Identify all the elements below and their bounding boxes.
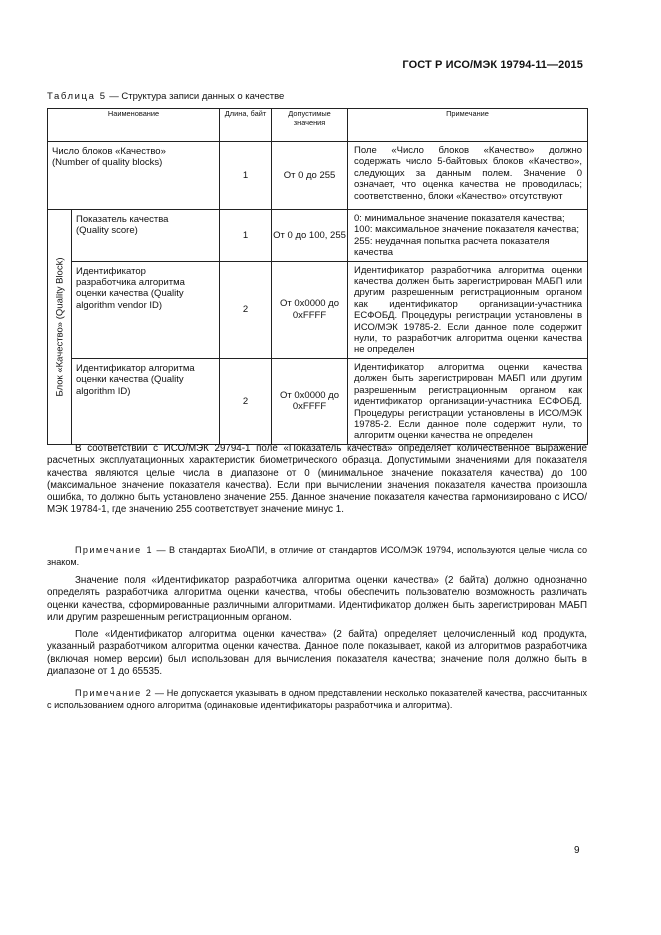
note-2-body: — Не допускается указывать в одном представлении несколько показателей качества, рассчитанных с использованием одного алгоритма (одинаковые идентификаторы разработчика и алгоритма). bbox=[47, 688, 587, 710]
page-number: 9 bbox=[574, 845, 580, 856]
row-length: 1 bbox=[220, 210, 272, 262]
row-length: 2 bbox=[220, 358, 272, 444]
note-2 bbox=[47, 688, 587, 711]
col-header-length: Длина, байт bbox=[220, 109, 272, 142]
document-header: ГОСТ Р ИСО/МЭК 19794-11—2015 bbox=[402, 59, 583, 71]
note-1-text bbox=[47, 545, 587, 568]
body-paragraph-2 bbox=[47, 575, 587, 624]
col-header-name: Наименование bbox=[48, 109, 220, 142]
quality-block-group-cell bbox=[48, 210, 72, 445]
row-length: 1 bbox=[220, 142, 272, 210]
table-row bbox=[48, 142, 588, 210]
table-caption bbox=[47, 91, 284, 102]
table-row bbox=[48, 358, 588, 444]
note-1 bbox=[47, 545, 587, 568]
row-name: Показатель качества (Quality score) bbox=[72, 210, 220, 262]
note-2-text bbox=[47, 688, 587, 711]
col-header-values: Допустимые значения bbox=[272, 109, 348, 142]
row-note bbox=[348, 210, 588, 262]
row-note: Идентификатор разработчика алгоритма оценки качества должен быть зарегистрирован МАБП или другим разрешенным регистрационным органом как идентификатор организации-участника ЕСФОБД. Процедуры регистрации установлены в ИСО/МЭК 19785-2. Если данное поле содержит нули, то разработчик алгоритма оценки качества не определен bbox=[348, 261, 588, 358]
row-name: Идентификатор разработчика алгоритма оценки качества (Quality algorithm vendor ID) bbox=[72, 261, 220, 358]
row-name: Идентификатор алгоритма оценки качества (Quality algorithm ID) bbox=[72, 358, 220, 444]
row-name: Число блоков «Качество» (Number of quality blocks) bbox=[48, 142, 220, 210]
row-note: Поле «Число блоков «Качество» должно содержать число 5-байтовых блоков «Качество», следующих за данным полем. Значение 0 означает, что оценка качества не проводилась; соответственно, блоки «Качество» отсутствуют bbox=[348, 142, 588, 210]
paragraph-text: Поле «Идентификатор алгоритма оценки качества» (2 байта) определяет целочисленный код продукта, указанный разработчиком алгоритма оценки качества. Данное поле показывает, какой из алгоритмов разработчика (включая номер версии) был использован для вычисления показателя качества; значение поля должно быть в диапазоне от 1 до 65535. bbox=[47, 629, 587, 677]
note-1-label: Примечание 1 bbox=[75, 545, 153, 555]
quality-block-label: Блок «Качество» (Quality Block) bbox=[53, 257, 65, 397]
note-1-body: — В стандартах БиоАПИ, в отличие от стандартов ИСО/МЭК 19794, используются целые числа со знаком. bbox=[47, 545, 588, 567]
row-values: От 0 до 100, 255 bbox=[272, 210, 348, 262]
note-line: 255: неудачная попытка расчета показателя качества bbox=[354, 235, 550, 259]
note-line: 100: максимальное значение показателя качества; bbox=[354, 224, 580, 236]
table-header-row bbox=[48, 109, 588, 142]
table-caption-title: — Структура записи данных о качестве bbox=[106, 91, 285, 102]
note-line: 0: минимальное значение показателя качества; bbox=[354, 213, 565, 224]
paragraph-text: Значение поля «Идентификатор разработчика алгоритма оценки качества» (2 байта) должно однозначно определять разработчика алгоритма оценки качества, чтобы обеспечить пользователю возможность различать оценки качества, сформированные различными алгоритмами. Идентификатор должен быть зарегистрирован МАБП или другим разрешенным регистрационным органом. bbox=[47, 575, 587, 623]
row-note: Идентификатор алгоритма оценки качества должен быть зарегистрирован МАБП или другим разрешенным регистрационным органом как идентификатор организации-участника ЕСФОБД. Процедуры регистрации установлены в ИСО/МЭК 19785-2. Если данное поле содержит нули, то алгоритм оценки качества не определен bbox=[348, 358, 588, 444]
note-2-label: Примечание 2 bbox=[75, 688, 153, 698]
col-header-note: Примечание bbox=[348, 109, 588, 142]
body-paragraph-3 bbox=[47, 629, 587, 678]
row-values: От 0x0000 до 0xFFFF bbox=[272, 261, 348, 358]
row-values: От 0 до 255 bbox=[272, 142, 348, 210]
paragraph-text: В соответствии с ИСО/МЭК 29794-1 поле «Показатель качества» определяет количественное выражение расчетных эксплуатационных характеристик биометрического образца. Допустимыми значениями для показателя качества являются целые числа в диапазоне от 0 (минимальное значение показателя качества) до 100 (максимальное значение показателя качества). Если при вычислении значения показателя качества произошла ошибка, то должно быть установлено значение 255. Данное значение показателя качества гармонизировано с ИСО/МЭК 19784-1, где значению 255 соответствует значение минус 1. bbox=[47, 443, 587, 516]
row-values: От 0x0000 до 0xFFFF bbox=[272, 358, 348, 444]
table-row bbox=[48, 261, 588, 358]
table-row bbox=[48, 210, 588, 262]
body-paragraph-1 bbox=[47, 443, 587, 517]
table-caption-label: Таблица 5 bbox=[47, 91, 107, 102]
quality-record-table bbox=[47, 108, 588, 445]
row-length: 2 bbox=[220, 261, 272, 358]
